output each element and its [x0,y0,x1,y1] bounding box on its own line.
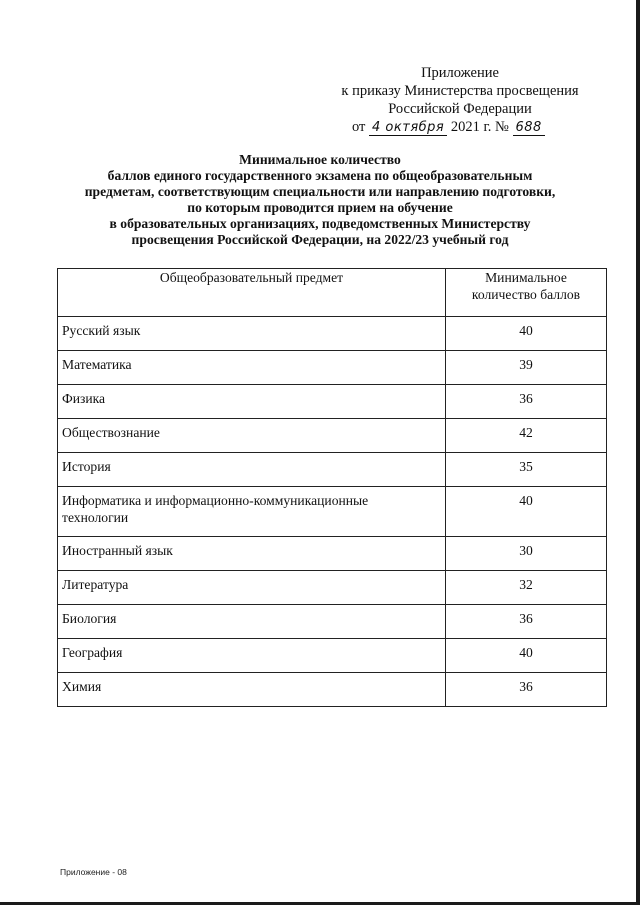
document-title [30,152,610,248]
order-year: 2021 г. № [450,119,509,135]
appendix-header [330,64,590,118]
subject-cell: Химия [58,673,446,707]
title-line-2: баллов единого государственного экзамена по общеобразовательным [107,168,533,183]
table-row [58,385,607,419]
score-cell: 36 [446,673,607,707]
order-date-handwritten: 4 октября [369,120,447,136]
order-number-handwritten: 688 [513,120,545,136]
page-footer: Приложение - 08 [60,867,127,877]
subject-cell: Физика [58,385,446,419]
title-line-1: Минимальное количество [239,152,401,167]
score-cell: 40 [446,639,607,673]
subject-cell: Иностранный язык [58,537,446,571]
subject-cell: Литература [58,571,446,605]
table-row [58,453,607,487]
table-row [58,639,607,673]
score-cell: 36 [446,605,607,639]
header-score-line1: Минимальное [485,270,567,285]
subject-cell: История [58,453,446,487]
title-line-4: по которым проводится прием на обучение [187,200,453,215]
table-row [58,487,607,537]
title-line-5: в образовательных организациях, подведомственных Министерству [109,216,531,231]
subject-cell: Обществознание [58,419,446,453]
subject-cell [58,487,446,537]
header-score [446,269,607,317]
scores-table [57,268,607,707]
score-cell: 35 [446,453,607,487]
subject-cell: Русский язык [58,317,446,351]
table-header-row [58,269,607,317]
score-cell: 42 [446,419,607,453]
score-cell: 40 [446,487,607,537]
subject-line-2: технологии [62,510,129,525]
appendix-order-ref: к приказу Министерства просвещения [341,83,579,99]
subject-line-1: Информатика и информационно-коммуникационные [62,493,369,508]
score-cell: 39 [446,351,607,385]
header-subject: Общеобразовательный предмет [58,269,446,317]
table-row [58,419,607,453]
title-line-6: просвещения Российской Федерации, на 2022/23 учебный год [131,232,509,247]
page-edge-right [636,0,640,905]
table-row [58,351,607,385]
appendix-label: Приложение [421,65,499,81]
score-cell: 30 [446,537,607,571]
table-row [58,605,607,639]
score-cell: 36 [446,385,607,419]
subject-cell: География [58,639,446,673]
score-cell: 40 [446,317,607,351]
subject-cell: Биология [58,605,446,639]
title-line-3: предметам, соответствующим специальности или направлению подготовки, [84,184,556,199]
appendix-country: Российской Федерации [388,101,532,117]
table-row [58,673,607,707]
table-row [58,571,607,605]
order-prefix: от [352,119,366,135]
score-cell: 32 [446,571,607,605]
header-score-line2: количество баллов [471,287,581,302]
table-row [58,537,607,571]
order-line [352,118,592,136]
subject-cell: Математика [58,351,446,385]
table-row [58,317,607,351]
